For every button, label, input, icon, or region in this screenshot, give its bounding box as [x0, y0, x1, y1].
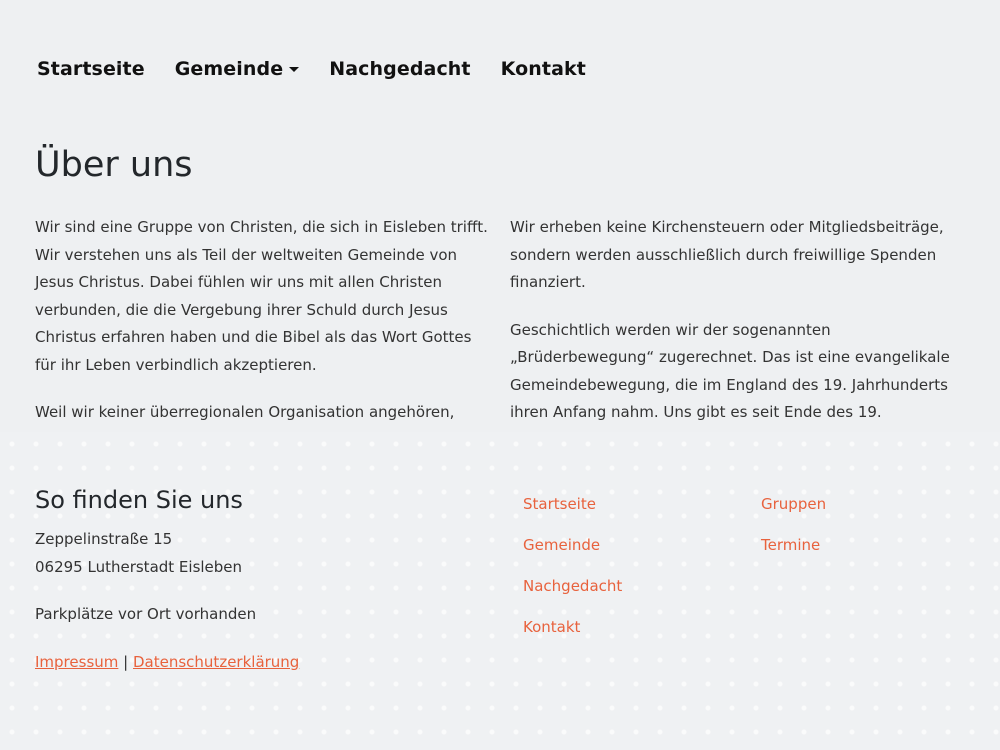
nav-gemeinde-label: Gemeinde: [174, 58, 284, 80]
about-paragraph: Wir erheben keine Kirchensteuern oder Mitgliedsbeiträge, sondern werden ausschließlich durch freiwillige Spenden finanziert.: [510, 218, 944, 291]
legal-links: [35, 649, 299, 677]
about-paragraph: Weil wir keiner überregionalen Organisation angehören,: [35, 403, 455, 421]
privacy-link[interactable]: Datenschutzerklärung: [133, 653, 300, 671]
parking-info: Parkplätze vor Ort vorhanden: [35, 605, 257, 623]
address: [35, 526, 242, 581]
footer-link-nachgedacht[interactable]: Nachgedacht: [523, 577, 623, 595]
nav-kontakt[interactable]: Kontakt: [500, 58, 586, 80]
footer-links-primary: [523, 492, 622, 656]
footer-link-kontakt[interactable]: Kontakt: [523, 618, 581, 636]
page-title: Über uns: [35, 145, 193, 185]
footer-links-secondary: [761, 492, 826, 574]
about-left-column: [35, 214, 493, 447]
address-street: Zeppelinstraße 15: [35, 530, 173, 548]
chevron-down-icon: [289, 67, 299, 72]
about-paragraph: Geschichtlich werden wir der sogenannten „Brüderbewegung“ zugerechnet. Das ist eine evangelikale Gemeindebewegung, die im England des 19. Jahrhunderts ihren Anfang nahm. Uns gibt es seit Ende des 19.: [510, 320, 950, 421]
about-paragraph: Wir sind eine Gruppe von Christen, die sich in Eisleben trifft. Wir verstehen uns als Teil der weltweiten Gemeinde von Jesus Christus. Dabei fühlen wir uns mit allen Christen verbunden, die die Vergebung ihrer Schuld durch Jesus Christus erfahren haben und die Bibel als das Wort Gottes für ihr Leben verbindlich akzeptieren.: [35, 218, 488, 374]
footer-link-gemeinde[interactable]: Gemeinde: [523, 536, 601, 554]
address-city: 06295 Lutherstadt Eisleben: [35, 557, 243, 576]
nav-gemeinde-dropdown[interactable]: [175, 58, 300, 80]
footer-link-gruppen[interactable]: Gruppen: [761, 495, 827, 513]
nav-nachgedacht[interactable]: Nachgedacht: [329, 58, 471, 80]
nav-startseite[interactable]: Startseite: [37, 58, 145, 80]
impressum-link[interactable]: Impressum: [35, 653, 119, 671]
main-nav: [37, 58, 616, 80]
legal-separator: |: [123, 653, 129, 671]
footer-link-termine[interactable]: Termine: [761, 536, 821, 554]
footer-background: [0, 432, 1000, 750]
footer-link-startseite[interactable]: Startseite: [523, 495, 596, 513]
footer-title: So finden Sie uns: [35, 486, 243, 514]
